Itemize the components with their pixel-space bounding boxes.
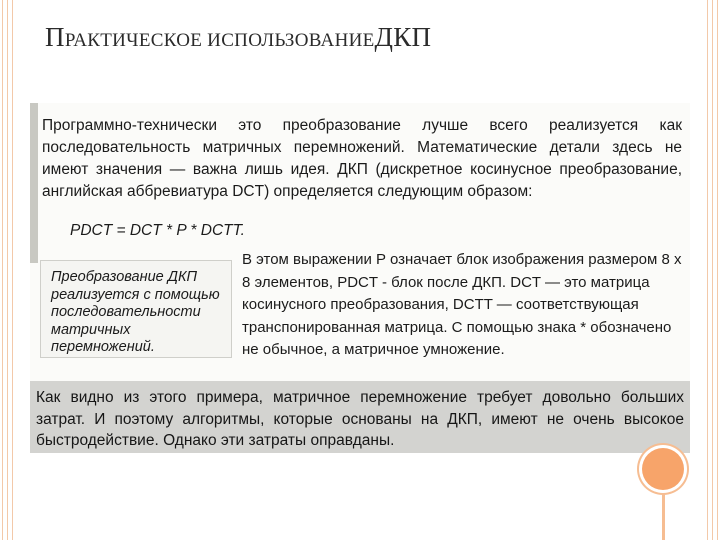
dct-formula: PDCT = DCT * P * DCTT. <box>70 222 245 239</box>
scan-edge-mark <box>30 103 38 263</box>
conclusion-paragraph: Как видно из этого примера, матричное перемножение требует довольно больших затрат. И поэтому алгоритмы, которые основаны на ДКП, имеют не очень высокое быстродействие. Однако эти затраты оправданы. <box>36 389 684 449</box>
scan-upper-region <box>30 103 690 381</box>
title-part2: ДКП <box>374 22 432 52</box>
formula-explanation: В этом выражении P означает блок изображения размером 8 х 8 элементов, PDCT - блок после ДКП. DCT — это матрица косинусного преобразования, DCTT — соответствующая транспонированная матрица. С помощью знака * обозначено не обычное, а матричное умножение. <box>242 251 682 358</box>
intro-paragraph: Программно-технически это преобразование лучше всего реализуется как последовательность матричных перемножений. Математические детали здесь не имеют значения — важна лишь идея. ДКП (дискретное косинусное преобразование, английская аббревиатура DCT) определяется следующим образом: <box>42 117 682 200</box>
right-frame-line <box>707 0 708 540</box>
sidenote-text: Преобразование ДКП реализуется с помощью последовательности матричных перемножений. <box>51 269 220 355</box>
right-frame-bar <box>712 0 718 540</box>
title-part1: РАКТИЧЕСКОЕ ИСПОЛЬЗОВАНИЕ <box>64 30 375 51</box>
scanned-page <box>30 103 690 453</box>
left-frame-line <box>12 0 13 540</box>
slide-title <box>45 22 431 53</box>
decorative-circle-icon <box>642 448 684 490</box>
title-first-letter: П <box>45 22 65 52</box>
scan-lower-region <box>30 381 690 453</box>
left-frame-bar <box>2 0 8 540</box>
sidenote-box <box>40 260 232 358</box>
